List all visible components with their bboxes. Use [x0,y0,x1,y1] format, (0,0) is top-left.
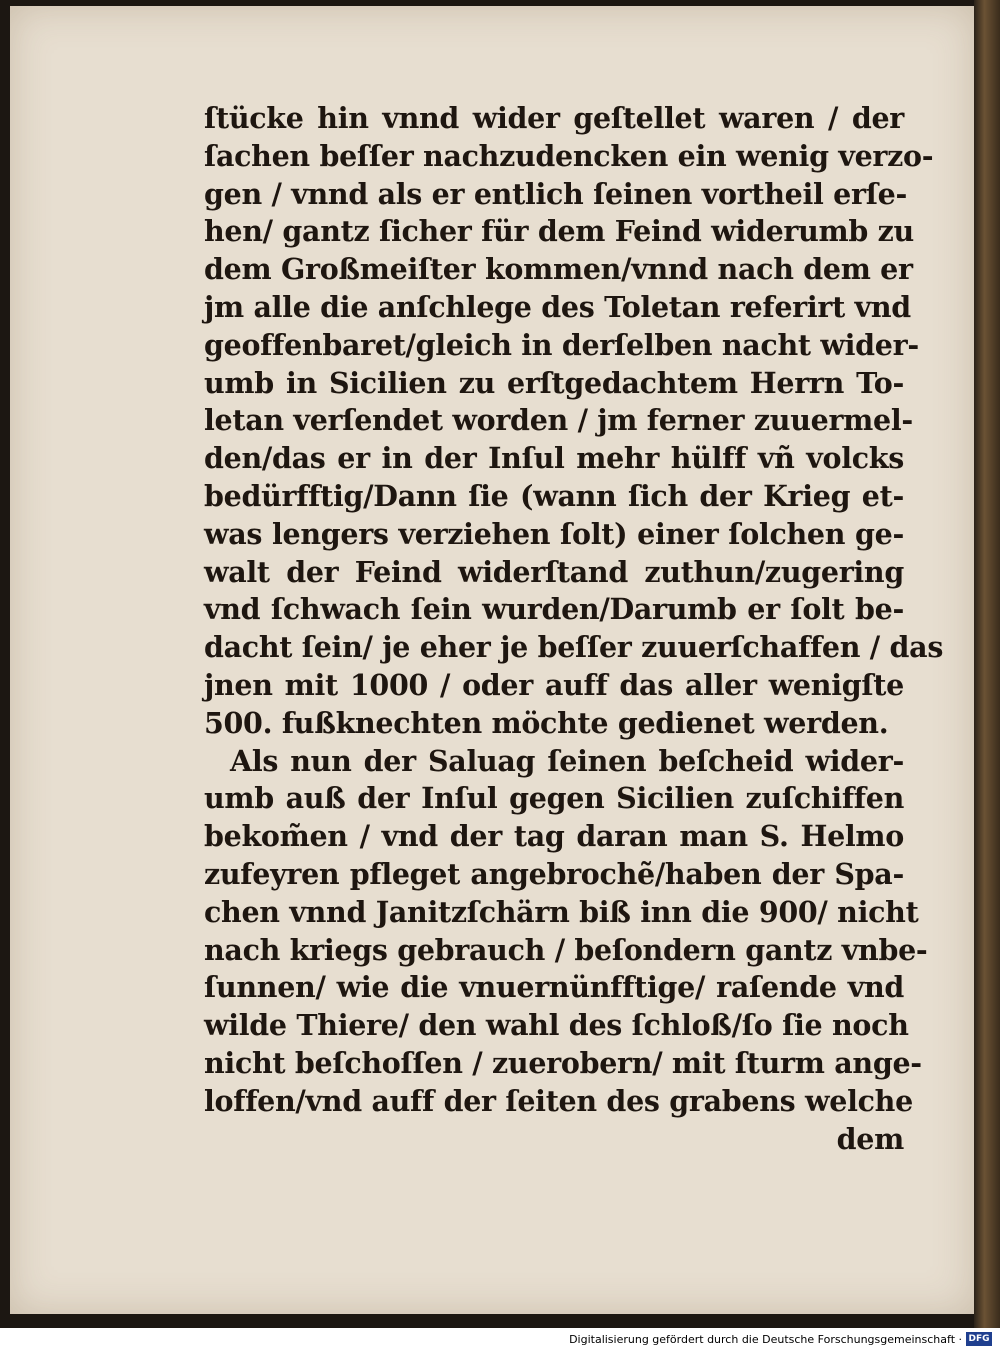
text-line: nach kriegs gebrauch / beſondern gantz vnbe- [204,932,928,967]
text-line: 500. fußknechten möchte gedienet werden. [204,705,889,740]
text-line: wilde Thiere/ den wahl des ſchloß/ſo ſie noch [204,1008,909,1043]
text-line: jnen mit 1000 / oder auff das aller wenigſte [204,667,904,702]
text-line: dacht ſein/ je eher je beſſer zuuerſchaffen / das [204,630,944,665]
text-line: dem Großmeiſter kommen/vnnd nach dem er [204,252,913,287]
digitization-footer [0,1328,1000,1351]
text-line: bekom̃en / vnd der tag daran man S. Helmo [204,819,904,854]
text-line: was lengers verziehen ſolt) einer ſolchen ge- [204,516,904,551]
text-line: jm alle die anſchlege des Toletan referirt vnd [204,289,911,324]
text-line: den/das er in der Inſul mehr hülff vñ volcks [204,441,904,476]
text-line: geoffenbaret/gleich in derſelben nacht wider- [204,327,919,362]
fraktur-text-block [204,100,944,1158]
text-line: ſtücke hin vnnd wider geſtellet waren / der [204,101,904,135]
text-line: hen/ gantz ſicher für dem Feind widerumb zu [204,214,914,249]
text-line: bedürfftig/Dann ſie (wann ſich der Krieg et- [204,478,904,513]
paragraph-start-line: Als nun der Saluag ſeinen beſcheid wider- [230,743,904,778]
text-line: chen vnnd Janitzſchärn biß inn die 900/ nicht [204,894,919,929]
catchword: dem [836,1121,904,1156]
text-line: letan verſendet worden / jm ferner zuuermel- [204,403,913,438]
text-line: walt der Feind widerſtand zuthun/zugering [204,554,904,589]
text-line: loffen/vnd auff der ſeiten des grabens welche [204,1083,913,1118]
text-line: zufeyren pfleget angebrochẽ/haben der Spa- [204,856,904,891]
text-line: ſachen beſſer nachzudencken ein wenig verzo- [204,138,934,173]
text-line: umb in Sicilien zu erſtgedachtem Herrn To- [204,365,904,400]
text-line: umb auß der Inſul gegen Sicilien zuſchiffen [204,781,904,816]
text-line: gen / vnnd als er entlich ſeinen vortheil erſe- [204,176,908,211]
funding-credit: Digitalisierung gefördert durch die Deutsche Forschungsgemeinschaft · [569,1333,962,1346]
dfg-logo-icon: DFG [966,1332,992,1346]
text-line: nicht beſchoſſen / zuerobern/ mit ſturm ange- [204,1045,922,1080]
text-line: ſunnen/ wie die vnuernünfftige/ raſende vnd [204,970,904,1005]
text-line: vnd ſchwach ſein wurden/Darumb er ſolt be- [204,592,904,627]
book-edge [974,0,1000,1328]
